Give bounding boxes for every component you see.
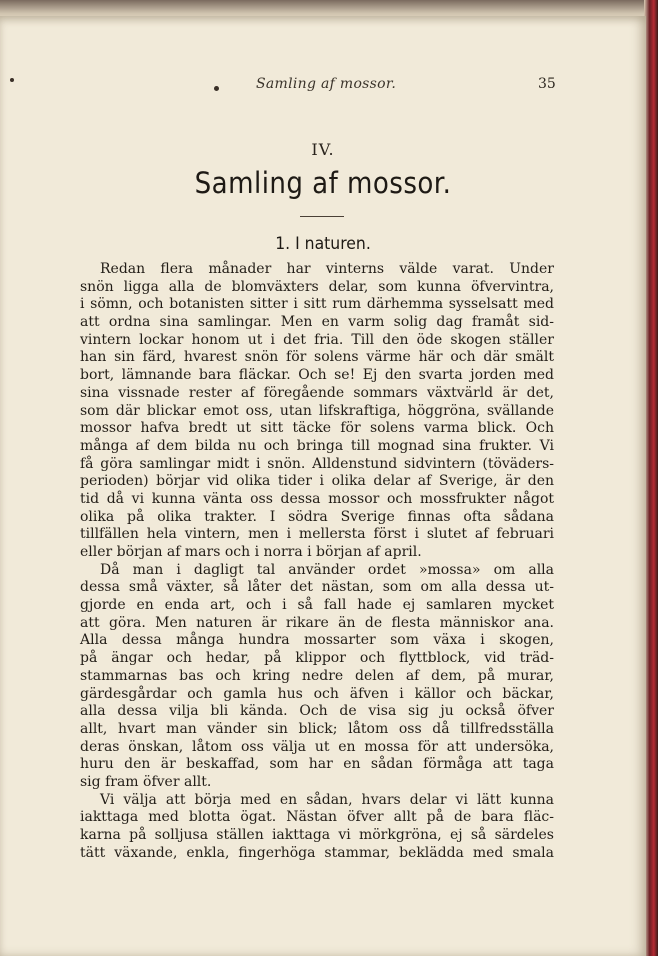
text-line: tid då vi kunna vänta oss dessa mossor och mossfrukter något (80, 490, 554, 507)
text-line: Vi välja att börja med en sådan, hvars delar vi lätt kunna (100, 791, 554, 808)
text-line: gjorde en enda art, och i så fall hade ej samlaren mycket (80, 597, 554, 614)
text-line: huru den är beskaffad, som har en sådan förmåga att taga (80, 756, 554, 773)
body-text (80, 261, 554, 862)
text-line: sina vissnade rester af föregående sommars växtvärld är det, (80, 384, 554, 401)
title-rule (300, 216, 344, 217)
text-line: på ängar och hedar, på klippor och flyttblock, vid träd- (80, 650, 554, 667)
text-line: många af dem bilda nu och bringa till mognad sina frukter. Vi (80, 437, 554, 454)
text-line: olika på olika trakter. I södra Sverige finnas ofta sådana (80, 508, 554, 525)
text-line: i sömn, och botanisten sitter i sitt rum därhemma sysselsatt med (80, 296, 554, 313)
text-line: tillfällen hela vintern, men i mellersta först i slutet af februari (80, 526, 554, 543)
text-line: karna på solljusa ställen iakttaga vi mörkgröna, ej så särdeles (80, 827, 554, 843)
text-line: alla dessa vilja bli kända. Och de visa sig ju också öfver (80, 703, 554, 720)
text-line: att ordna sina samlingar. Men en varm solig dag framåt sid- (80, 314, 554, 331)
text-line: han sin färd, hvarest snön för solens värme här och där smält (80, 349, 554, 366)
chapter-number: IV. (311, 140, 335, 159)
chapter-title: Samling af mossor. (194, 166, 452, 200)
text-line: iakttaga med blotta ögat. Nästan öfver allt på de bara fläc- (80, 809, 554, 826)
text-line: vintern lockar honom ut i det fria. Till den öde skogen ställer (80, 331, 554, 348)
text-line: Redan flera månader har vinterns välde varat. Under (100, 261, 554, 277)
text-line: att göra. Men naturen är rikare än de flesta människor ana. (80, 614, 554, 631)
text-line: Då man i dagligt tal använder ordet »mossa» om alla (100, 561, 554, 578)
page-number: 35 (538, 76, 556, 92)
text-line: allt, hvart man vänder sin blick; låtom oss då tillfredsställa (80, 720, 554, 737)
text-line: gärdesgårdar och gamla hus och äfven i källor och bäckar, (80, 685, 554, 702)
section-heading: 1. I naturen. (275, 234, 371, 254)
text-line: snön ligga alla de blomväxters delar, som kunna öfvervintra, (80, 278, 554, 295)
text-line: tätt växande, enkla, fingerhöga stammar, beklädda med smala (80, 844, 554, 861)
text-line: som där blickar emot oss, utan lifskraftiga, höggröna, svällande (80, 402, 554, 419)
text-line: bort, lämnande bara fläckar. Och se! Ej den svarta jorden med (80, 367, 554, 384)
text-line: sig fram öfver allt. (80, 773, 212, 790)
text-line: mossor hafva bredt ut sitt täcke för solens varma blick. Och (80, 420, 554, 437)
text-line: deras önskan, låtom oss välja ut en mossa för att undersöka, (80, 738, 554, 755)
running-head (0, 76, 646, 98)
text-line: perioden) börjar vid olika tider i olika delar af Sverige, är den (80, 473, 554, 490)
text-line: dessa små växter, så låter det nästan, som om alla dessa ut- (80, 579, 554, 596)
text-line: få göra samlingar midt i snön. Alldenstund sidvintern (töväders- (80, 455, 554, 472)
book-spine-edge (644, 0, 658, 956)
book-page (0, 16, 646, 956)
text-line: stammarnas bas och kring nedre delen af dem, på murar, (80, 667, 554, 684)
text-line: Alla dessa många hundra mossarter som växa i skogen, (80, 632, 554, 649)
text-line: eller början af mars och i norra i början af april. (80, 544, 422, 560)
running-title: Samling af mossor. (256, 76, 397, 92)
